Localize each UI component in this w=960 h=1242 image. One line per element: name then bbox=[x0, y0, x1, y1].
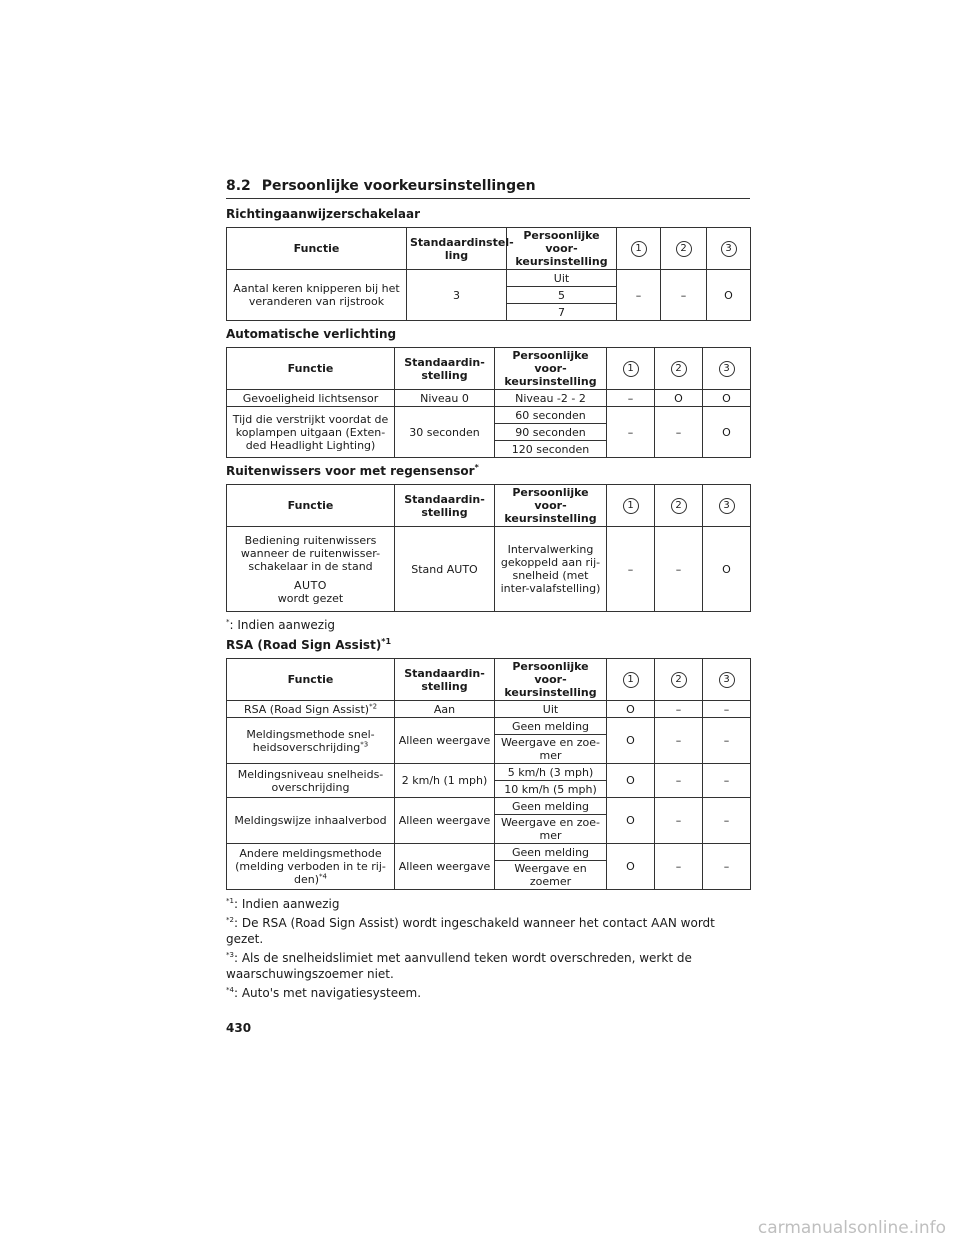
header-standaard: Standaardin-stelling bbox=[395, 659, 495, 701]
table-title-text: Ruitenwissers voor met regensensor bbox=[226, 464, 475, 478]
footnote-1 bbox=[226, 896, 750, 912]
header-functie: Functie bbox=[227, 485, 395, 527]
header-col-3 bbox=[703, 348, 751, 390]
cell-mark-3: O bbox=[707, 270, 751, 321]
circled-1-icon: 1 bbox=[623, 361, 639, 377]
header-col-2 bbox=[655, 485, 703, 527]
cell-standaard: Stand AUTO bbox=[395, 527, 495, 612]
table-header-row bbox=[227, 228, 751, 270]
cell-option: Weergave en zoe-mer bbox=[495, 735, 607, 764]
cell-option: 5 km/h (3 mph) bbox=[495, 764, 607, 781]
cell-standaard: Aan bbox=[395, 701, 495, 718]
footnote-4 bbox=[226, 985, 750, 1001]
cell-functie: Tijd die verstrijkt voordat de koplampen uitgaan (Exten-ded Headlight Lighting) bbox=[227, 407, 395, 458]
circled-2-icon: 2 bbox=[671, 361, 687, 377]
header-persoonlijk: Persoonlijke voor-keursinstelling bbox=[495, 485, 607, 527]
cell-mark-1: – bbox=[607, 527, 655, 612]
cell-mark-2: – bbox=[655, 844, 703, 890]
cell-option: 10 km/h (5 mph) bbox=[495, 781, 607, 798]
cell-functie: Gevoeligheid lichtsensor bbox=[227, 390, 395, 407]
table-row bbox=[227, 407, 751, 424]
cell-option: Uit bbox=[507, 270, 617, 287]
header-col-3 bbox=[707, 228, 751, 270]
cell-mark-1: – bbox=[617, 270, 661, 321]
footnote-marker: * bbox=[474, 463, 479, 472]
header-col-2 bbox=[661, 228, 707, 270]
footnote-3 bbox=[226, 950, 750, 982]
page-content bbox=[226, 178, 750, 1004]
table-richting bbox=[226, 227, 751, 321]
table-row bbox=[227, 270, 751, 287]
cell-mark-1: O bbox=[607, 798, 655, 844]
cell-option: 60 seconden bbox=[495, 407, 607, 424]
circled-3-icon: 3 bbox=[719, 498, 735, 514]
table-header-row bbox=[227, 659, 751, 701]
watermark: carmanualsonline.info bbox=[757, 1218, 946, 1238]
table-verlichting bbox=[226, 347, 751, 458]
header-col-1 bbox=[607, 659, 655, 701]
footnote-text: : Auto's met navigatiesysteem. bbox=[233, 986, 422, 1000]
cell-mark-1: – bbox=[607, 407, 655, 458]
cell-standaard: 30 seconden bbox=[395, 407, 495, 458]
circled-3-icon: 3 bbox=[719, 672, 735, 688]
header-functie: Functie bbox=[227, 348, 395, 390]
header-functie: Functie bbox=[227, 228, 407, 270]
cell-mark-2: – bbox=[655, 701, 703, 718]
cell-persoonlijk: Uit bbox=[495, 701, 607, 718]
table-row bbox=[227, 390, 751, 407]
table-title-wissers bbox=[226, 464, 750, 478]
cell-option: Geen melding bbox=[495, 844, 607, 861]
header-col-3 bbox=[703, 485, 751, 527]
circled-2-icon: 2 bbox=[671, 672, 687, 688]
header-standaard: Standaardinstel-ling bbox=[407, 228, 507, 270]
cell-standaard: Alleen weergave bbox=[395, 798, 495, 844]
circled-1-icon: 1 bbox=[623, 498, 639, 514]
table-row bbox=[227, 844, 751, 861]
cell-mark-3: – bbox=[703, 844, 751, 890]
cell-mark-3: – bbox=[703, 718, 751, 764]
header-col-2 bbox=[655, 659, 703, 701]
footnote-text: : Indien aanwezig bbox=[233, 897, 340, 911]
page-number: 430 bbox=[226, 1021, 252, 1035]
table-row bbox=[227, 764, 751, 781]
footnote-2 bbox=[226, 915, 750, 947]
footnote-text: : Indien aanwezig bbox=[229, 618, 336, 632]
circled-1-icon: 1 bbox=[623, 672, 639, 688]
footnote-marker: *3 bbox=[226, 951, 234, 959]
circled-3-icon: 3 bbox=[719, 361, 735, 377]
cell-standaard: Alleen weergave bbox=[395, 718, 495, 764]
cell-mark-3: O bbox=[703, 527, 751, 612]
cell-mark-2: – bbox=[661, 270, 707, 321]
cell-functie bbox=[227, 718, 395, 764]
header-col-1 bbox=[617, 228, 661, 270]
cell-functie-end: wordt gezet bbox=[277, 591, 344, 605]
cell-functie-text: Bediening ruitenwissers wanneer de ruitenwisser-schakelaar in de stand bbox=[240, 533, 381, 573]
cell-option: Geen melding bbox=[495, 718, 607, 735]
circled-3-icon: 3 bbox=[721, 241, 737, 257]
cell-mark-1: O bbox=[607, 718, 655, 764]
table-row bbox=[227, 798, 751, 815]
cell-functie-text: Andere meldingsmethode (melding verboden in te rij-den) bbox=[235, 847, 386, 886]
cell-persoonlijk: Niveau -2 - 2 bbox=[495, 390, 607, 407]
cell-mark-3: O bbox=[703, 390, 751, 407]
section-title: Persoonlijke voorkeursinstellingen bbox=[261, 178, 536, 194]
cell-mark-1: O bbox=[607, 844, 655, 890]
cell-option: Geen melding bbox=[495, 798, 607, 815]
cell-option: 90 seconden bbox=[495, 424, 607, 441]
header-standaard: Standaardin-stelling bbox=[395, 348, 495, 390]
cell-mark-2: – bbox=[655, 798, 703, 844]
table-title-richting: Richtingaanwijzerschakelaar bbox=[226, 207, 421, 221]
table-rsa bbox=[226, 658, 751, 890]
cell-mark-3: – bbox=[703, 798, 751, 844]
header-persoonlijk: Persoonlijke voor-keursinstelling bbox=[495, 348, 607, 390]
cell-mark-1: O bbox=[607, 701, 655, 718]
footnote-text: : Als de snelheidslimiet met aanvullend teken wordt overschreden, werkt de waarschuwingszoemer niet. bbox=[226, 951, 692, 981]
cell-mark-1: O bbox=[607, 764, 655, 798]
section-number: 8.2 bbox=[226, 178, 251, 194]
table-title-verlichting: Automatische verlichting bbox=[226, 327, 397, 341]
header-col-3 bbox=[703, 659, 751, 701]
table-title-text: RSA (Road Sign Assist) bbox=[226, 638, 382, 652]
cell-mark-2: O bbox=[655, 390, 703, 407]
footnote-marker: *2 bbox=[226, 916, 234, 924]
footnote-indien bbox=[226, 618, 750, 632]
cell-mark-3: – bbox=[703, 701, 751, 718]
table-title-rsa bbox=[226, 638, 750, 652]
header-col-1 bbox=[607, 485, 655, 527]
cell-option: 5 bbox=[507, 287, 617, 304]
cell-option: 7 bbox=[507, 304, 617, 321]
header-standaard: Standaardin-stelling bbox=[395, 485, 495, 527]
table-row bbox=[227, 527, 751, 612]
cell-functie-text: RSA (Road Sign Assist) bbox=[243, 702, 370, 716]
circled-2-icon: 2 bbox=[671, 498, 687, 514]
cell-functie bbox=[227, 527, 395, 612]
header-persoonlijk: Persoonlijke voor-keursinstelling bbox=[495, 659, 607, 701]
cell-mark-3: – bbox=[703, 764, 751, 798]
table-wissers bbox=[226, 484, 751, 612]
cell-functie: Meldingsniveau snelheids-overschrijding bbox=[227, 764, 395, 798]
section-header bbox=[226, 178, 750, 199]
cell-mark-1: – bbox=[607, 390, 655, 407]
header-col-1 bbox=[607, 348, 655, 390]
footnote-marker: *4 bbox=[319, 872, 327, 881]
footnote-marker: *1 bbox=[381, 637, 392, 646]
auto-label: AUTO bbox=[294, 578, 327, 592]
header-col-2 bbox=[655, 348, 703, 390]
cell-functie-text: Meldingsmethode snel-heidsoverschrijding bbox=[246, 727, 375, 754]
cell-functie: Meldingswijze inhaalverbod bbox=[227, 798, 395, 844]
cell-mark-3: O bbox=[703, 407, 751, 458]
cell-option: Weergave en zoe-mer bbox=[495, 815, 607, 844]
table-header-row bbox=[227, 485, 751, 527]
footnote-marker: *1 bbox=[226, 897, 234, 905]
table-header-row bbox=[227, 348, 751, 390]
cell-standaard: Alleen weergave bbox=[395, 844, 495, 890]
cell-mark-2: – bbox=[655, 527, 703, 612]
footnote-marker: *4 bbox=[226, 986, 234, 994]
cell-functie bbox=[227, 844, 395, 890]
cell-mark-2: – bbox=[655, 764, 703, 798]
header-persoonlijk: Persoonlijke voor-keursinstelling bbox=[507, 228, 617, 270]
cell-standaard: Niveau 0 bbox=[395, 390, 495, 407]
cell-standaard: 2 km/h (1 mph) bbox=[395, 764, 495, 798]
cell-mark-2: – bbox=[655, 407, 703, 458]
table-row bbox=[227, 701, 751, 718]
footnote-text: : De RSA (Road Sign Assist) wordt ingeschakeld wanneer het contact AAN wordt gezet. bbox=[226, 916, 715, 946]
footnote-marker: * bbox=[226, 618, 230, 626]
cell-persoonlijk: Intervalwerking gekoppeld aan rij-snelheid (met inter-valafstelling) bbox=[495, 527, 607, 612]
header-functie: Functie bbox=[227, 659, 395, 701]
cell-functie: Aantal keren knipperen bij het veranderen van rijstrook bbox=[227, 270, 407, 321]
footnote-marker: *3 bbox=[360, 739, 369, 748]
table-row bbox=[227, 718, 751, 735]
cell-option: Weergave en zoemer bbox=[495, 861, 607, 890]
footnote-marker: *2 bbox=[369, 701, 378, 710]
circled-1-icon: 1 bbox=[631, 241, 647, 257]
circled-2-icon: 2 bbox=[676, 241, 692, 257]
cell-option: 120 seconden bbox=[495, 441, 607, 458]
cell-standaard: 3 bbox=[407, 270, 507, 321]
cell-mark-2: – bbox=[655, 718, 703, 764]
cell-functie bbox=[227, 701, 395, 718]
